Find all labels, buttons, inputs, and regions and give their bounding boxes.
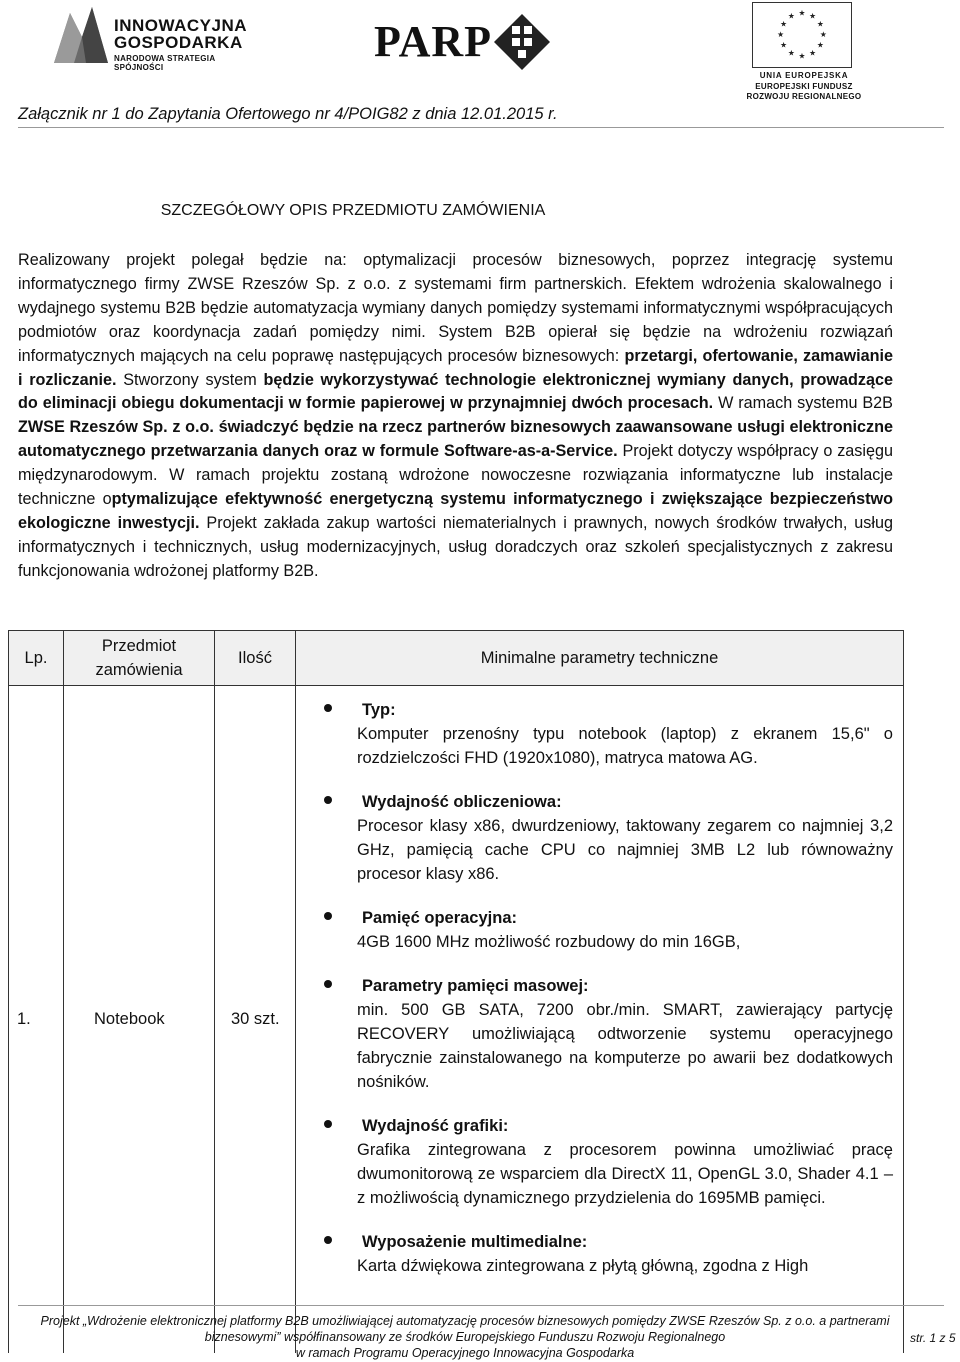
header-item: Przedmiot zamówienia [64,631,215,686]
svg-text:★: ★ [809,11,817,21]
header-params: Minimalne parametry techniczne [296,631,904,686]
param-head: Pamięć operacyjna: [362,909,517,927]
svg-text:★: ★ [816,40,824,50]
param-item [326,1114,893,1210]
row-qty: 30 szt. [215,686,296,1354]
eu-logo-line1: UNIA EUROPEJSKA [759,71,849,80]
bullet-icon [324,704,332,712]
intro-text-3: W ramach systemu B2B [713,394,893,413]
intro-text-2: Stworzony system [116,370,264,389]
footer-line2: biznesowymi” współfinansowany ze środków Europejskiego Funduszu Rozwoju Regionalnego [204,1330,726,1344]
svg-text:★: ★ [798,51,806,61]
param-head: Wyposażenie multimedialne: [362,1233,588,1251]
parp-emblem-icon [492,12,552,72]
svg-text:★: ★ [819,29,827,39]
parp-logo [374,12,564,70]
specification-table [8,630,904,1353]
table-header-row [9,631,904,686]
footer-text [30,1313,900,1361]
row-item: Notebook [64,686,215,1354]
footer-divider [18,1305,944,1306]
param-head: Typ: [362,701,396,719]
param-head: Wydajność grafiki: [362,1117,509,1135]
page-number: str. 1 z 5 [910,1331,956,1345]
param-desc: Komputer przenośny typu notebook (laptop) z ekranem 15,6" o rozdzielczości FHD (1920x1080), matryca matowa AG. [357,725,893,767]
parp-logo-text: PARP [374,17,493,66]
row-lp: 1. [9,686,64,1354]
param-desc: Karta dźwiękowa zintegrowana z płytą główną, zgodna z High [357,1257,809,1275]
intro-text-5: Projekt zakłada zakup wartości niematerialnych i prawnych, nowych środków trwałych, usług informatycznych i technicznych, usług modernizacyjnych, usług doradczych oraz szkoleń specjalistycznych z zakresu funkcjonowania wdrożonej platformy B2B. [18,513,893,580]
header-divider [18,127,944,128]
innowacyjna-gospodarka-emblem-icon [52,3,110,65]
svg-text:★: ★ [777,29,785,39]
svg-text:★: ★ [816,19,824,29]
param-item [326,1230,893,1278]
logo-ig-line2: GOSPODARKA [114,33,243,52]
intro-bold-2: będzie wykorzystywać technologie elektronicznej wymiany danych, prowadzące do eliminacji obiegu dokumentacji w formie papierowej w przynajmniej dwóch procesach. [18,370,893,413]
param-head: Parametry pamięci masowej: [362,977,589,995]
document-title-text: SZCZEGÓŁOWY OPIS PRZEDMIOTU ZAMÓWIENIA [160,202,546,219]
param-desc: min. 500 GB SATA, 7200 obr./min. SMART, zawierający partycję RECOVERY umożliwiającą odtworzenie systemu operacyjnego fabrycznie zainstalowanego na komputerze po awarii bez dodatkowych nośników. [357,1001,893,1091]
svg-text:★: ★ [780,40,788,50]
logo-ig-line3: NARODOWA STRATEGIA SPÓJNOŚCI [114,54,216,72]
svg-text:★: ★ [787,11,795,21]
footer-line3: w ramach Programu Operacyjnego Innowacyjna Gospodarka [295,1346,635,1360]
svg-text:★: ★ [798,8,806,18]
eu-logo [740,2,870,102]
eu-logo-line3: ROZWOJU REGIONALNEGO [746,92,862,101]
table-row [9,686,904,1354]
svg-text:★: ★ [809,48,817,58]
intro-text-4: Projekt dotyczy współpracy o zasięgu międzynarodowym. W ramach projektu zostaną wdrożone nowoczesne rozwiązania informatyczne lub instalacje techniczne o [18,442,894,509]
param-item [326,974,893,1094]
param-desc: Procesor klasy x86, dwurdzeniowy, taktowany zegarem co najmniej 3,2 GHz, pamięcią cache CPU co najmniej 3MB L2 lub równoważny procesor klasy x86. [357,817,893,883]
bullet-icon [324,1236,332,1244]
header-lp: Lp. [9,631,64,686]
intro-paragraph [18,249,893,584]
bullet-icon [324,912,332,920]
page-header [0,0,960,105]
eu-flag-icon [752,2,852,68]
param-item [326,906,893,954]
eu-logo-line2: EUROPEJSKI FUNDUSZ [755,82,853,91]
intro-text-1: Realizowany projekt polegał będzie na: optymalizacji procesów biznesowych, poprzez integrację systemu informatycznego firmy ZWSE Rzeszów Sp. z o.o. z systemami firm partnerskich. Efektem wdrożenia skalowalnego i wydajnego systemu B2B będzie automatyzacja wymiany danych pomiędzy systemami informatycznymi współpracujących podmiotów oraz koordynacja zadań pomiędzy nimi. System B2B opierał się będzie na wdrożeniu rozwiązań informatycznych mających na celu poprawę następujących procesów biznesowych: [18,251,893,365]
document-title [0,202,960,220]
svg-text:★: ★ [780,19,788,29]
param-desc: Grafika zintegrowana z procesorem powinna umożliwiać pracę dwumonitorową ze wsparciem dla DirectX 11, OpenGL 3.0, Shader 4.1 – z możliwością dynamicznego przydzielenia do 1695MB pamięci. [357,1141,893,1207]
param-item [326,790,893,886]
intro-bold-1: przetargi, ofertowanie, zamawianie i rozliczanie. [18,346,893,389]
logo-ig-line1: INNOWACYJNA [114,16,248,35]
header-qty: Ilość [215,631,296,686]
bullet-icon [324,1120,332,1128]
intro-bold-4: ptymalizujące efektywność energetyczną systemu informatycznego i zwiększające bezpieczeństwo ekologiczne inwestycji. [18,490,893,532]
svg-text:★: ★ [787,48,795,58]
bullet-icon [324,796,332,804]
param-head: Wydajność obliczeniowa: [362,793,562,811]
footer-line1: Projekt „Wdrożenie elektronicznej platformy B2B umożliwiającej automatyzację procesów biznesowych pomiędzy ZWSE Rzeszów Sp. z o.o. a partnerami [40,1314,890,1328]
attachment-subtitle: Załącznik nr 1 do Zapytania Ofertowego nr 4/POIG82 z dnia 12.01.2015 r. [18,105,558,123]
intro-bold-3: ZWSE Rzeszów Sp. z o.o. świadczyć będzie na rzecz partnerów biznesowych zaawansowane usługi elektroniczne automatycznego przetwarzania danych oraz w formule Software-as-a-Service. [18,418,893,461]
param-desc: 4GB 1600 MHz możliwość rozbudowy do min 16GB, [357,933,741,951]
param-item [326,698,893,770]
row-params [296,686,904,1354]
bullet-icon [324,980,332,988]
innowacyjna-gospodarka-logo [52,3,262,72]
